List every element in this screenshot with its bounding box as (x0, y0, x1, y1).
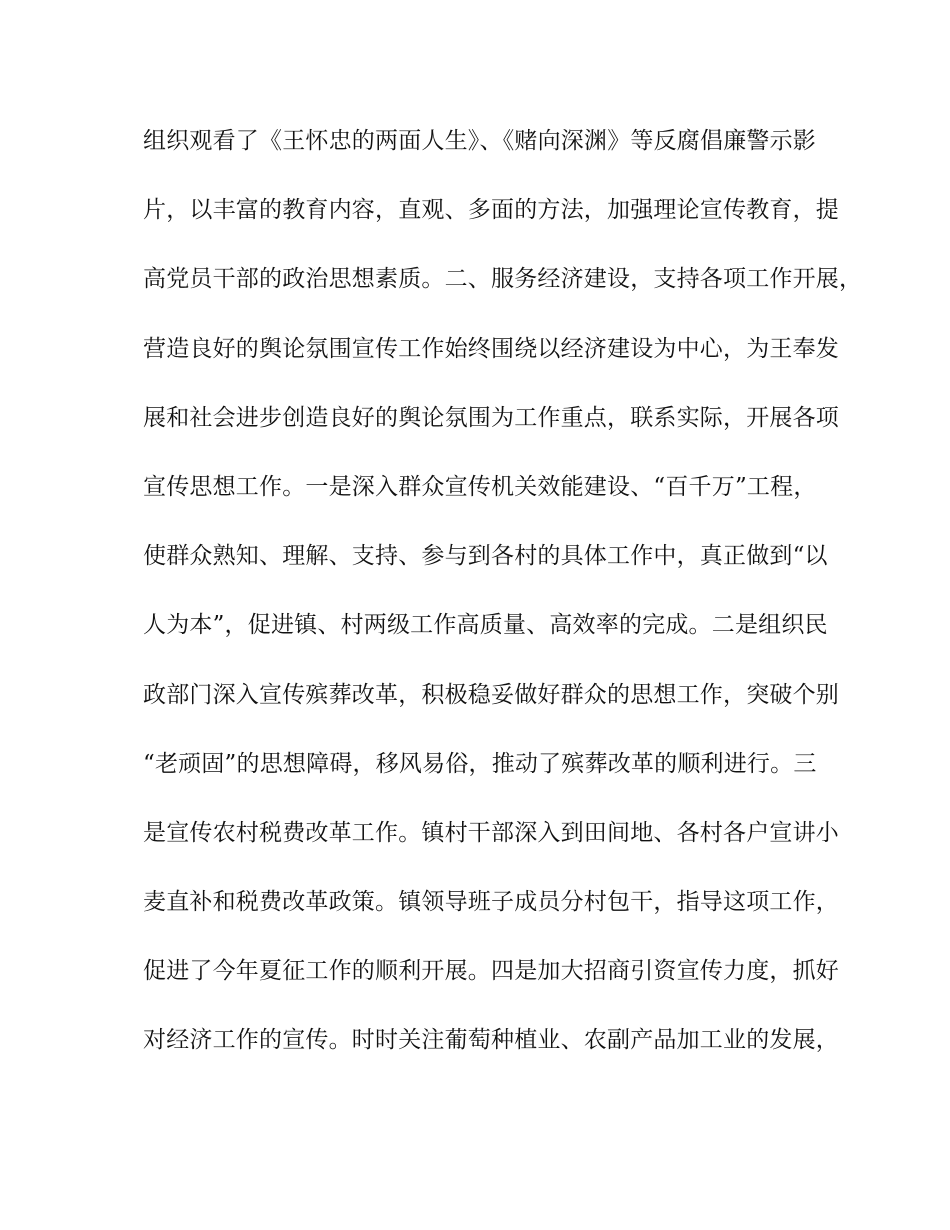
text-line: 高党员干部的政治思想素质。二、服务经济建设，支持各项工作开展， (143, 266, 863, 293)
text-line: 组织观看了《王怀忠的两面人生》、《赌向深渊》等反腐倡廉警示影 (143, 128, 816, 154)
text-line: 促进了今年夏征工作的顺利开展。四是加大招商引资宣传力度，抓好 (143, 958, 839, 985)
text-line: 是宣传农村税费改革工作。镇村干部深入到田间地、各村各户宣讲小 (143, 819, 839, 846)
text-line: 对经济工作的宣传。时时关注葡萄种植业、农副产品加工业的发展， (143, 1027, 839, 1054)
text-line: 人为本”，促进镇、村两级工作高质量、高效率的完成。二是组织民 (143, 612, 828, 639)
text-line: 使群众熟知、理解、支持、参与到各村的具体工作中，真正做到“以 (143, 543, 828, 570)
text-line: 展和社会进步创造良好的舆论氛围为工作重点，联系实际，开展各项 (143, 404, 839, 431)
text-line: 营造良好的舆论氛围宣传工作始终围绕以经济建设为中心，为王奉发 (143, 335, 839, 362)
text-line: 宣传思想工作。一是深入群众宣传机关效能建设、“百千万”工程， (143, 473, 817, 500)
text-line: 政部门深入宣传殡葬改革，积极稳妥做好群众的思想工作，突破个别 (143, 681, 839, 708)
text-line: “老顽固”的思想障碍，移风易俗，推动了殡葬改革的顺利进行。三 (143, 750, 817, 777)
text-line: 片，以丰富的教育内容，直观、多面的方法，加强理论宣传教育，提 (143, 197, 839, 224)
body-text (143, 121, 863, 1090)
text-line: 麦直补和税费改革政策。镇领导班子成员分村包干，指导这项工作， (143, 889, 839, 916)
